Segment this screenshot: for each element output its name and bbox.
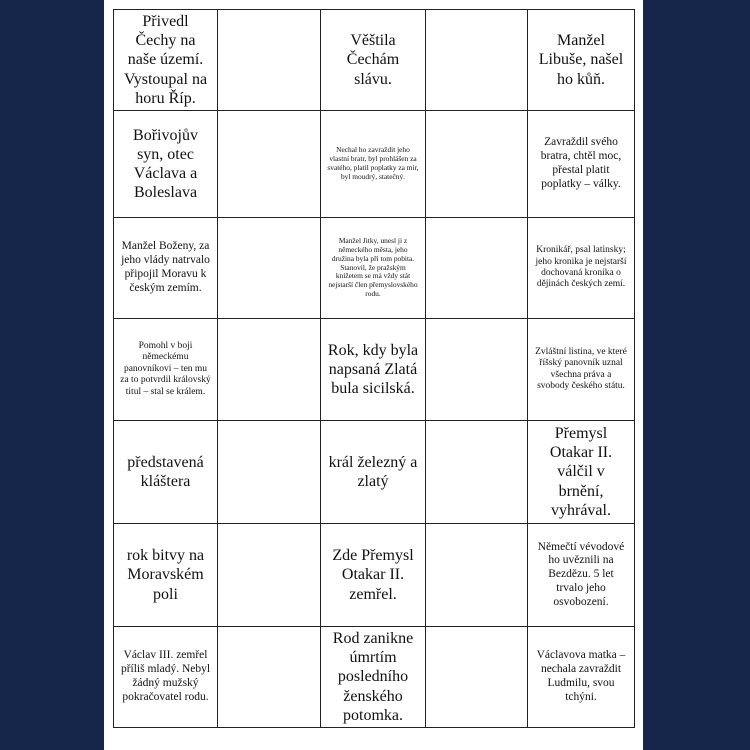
card-cell: Věštila Čechám slávu. [321, 10, 426, 111]
card-cell: Rok, kdy byla napsaná Zlatá bula sicilská. [321, 319, 426, 421]
card-cell: král železný a zlatý [321, 421, 426, 524]
card-cell: Manžel Libuše, našel ho kůň. [528, 10, 635, 111]
card-cell: Manžel Boženy, za jeho vlády natrvalo připojil Moravu k českým zemím. [114, 218, 218, 319]
card-cell: Nechal ho zavraždit jeho vlastní bratr, byl prohlášen za svatého, platil poplatky za mír, byl moudrý, statečný. [321, 111, 426, 218]
card-cell: Zavraždil svého bratra, chtěl moc, přestal platit poplatky – války. [528, 111, 635, 218]
card-cell: Václavova matka – nechala zavraždit Ludmilu, svou tchýni. [528, 627, 635, 728]
card-cell: rok bitvy na Moravském poli [114, 524, 218, 627]
card-cell: představená kláštera [114, 421, 218, 524]
card-cell: Rod zanikne úmrtím posledního ženského potomka. [321, 627, 426, 728]
empty-cell [218, 218, 321, 319]
empty-cell [218, 421, 321, 524]
empty-cell [218, 10, 321, 111]
card-grid [113, 9, 635, 728]
card-cell: Zde Přemysl Otakar II. zemřel. [321, 524, 426, 627]
empty-cell [218, 319, 321, 421]
empty-cell [426, 627, 528, 728]
table-row [114, 111, 635, 218]
table-row [114, 524, 635, 627]
empty-cell [426, 524, 528, 627]
card-cell: Bořivojův syn, otec Václava a Boleslava [114, 111, 218, 218]
empty-cell [218, 524, 321, 627]
document-page [104, 0, 643, 750]
empty-cell [426, 10, 528, 111]
card-cell: Přivedl Čechy na naše území. Vystoupal na horu Říp. [114, 10, 218, 111]
card-cell: Kronikář, psal latinsky; jeho kronika je nejstarší dochovaná kronika o dějinách českých zemí. [528, 218, 635, 319]
empty-cell [426, 421, 528, 524]
card-cell: Přemysl Otakar II. válčil v brnění, vyhrával. [528, 421, 635, 524]
table-row [114, 319, 635, 421]
empty-cell [426, 319, 528, 421]
card-cell: Němečtí vévodové ho uvěznili na Bezdězu. 5 let trvalo jeho osvobození. [528, 524, 635, 627]
table-row [114, 627, 635, 728]
card-cell: Manžel Jitky, unesl ji z německého města, jeho družina byla při tom pobita. Stanovil, že pražským knížetem se má vždy stát nejstarší člen přemyslovského rodu. [321, 218, 426, 319]
card-cell: Zvláštní listina, ve které říšský panovník uznal všechna práva a svobody českého státu. [528, 319, 635, 421]
empty-cell [426, 111, 528, 218]
table-row [114, 421, 635, 524]
card-cell: Pomohl v boji německému panovníkovi – ten mu za to potvrdil královský titul – stal se králem. [114, 319, 218, 421]
card-cell: Václav III. zemřel příliš mladý. Nebyl žádný mužský pokračovatel rodu. [114, 627, 218, 728]
empty-cell [218, 627, 321, 728]
empty-cell [426, 218, 528, 319]
table-row [114, 10, 635, 111]
table-row [114, 218, 635, 319]
empty-cell [218, 111, 321, 218]
